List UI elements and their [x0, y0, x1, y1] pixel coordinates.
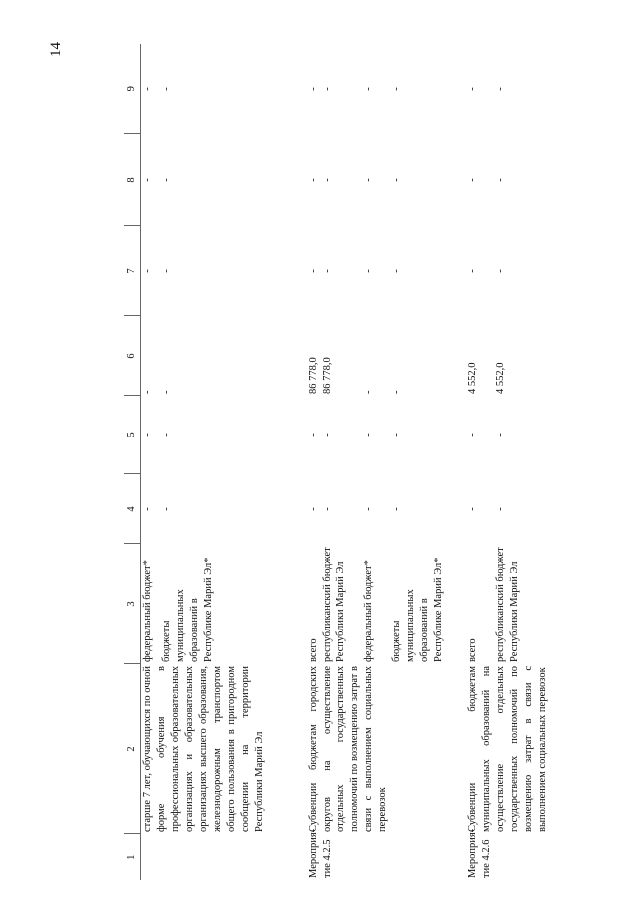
- funding-source: республиканский бюджет Республики Марий Эл: [495, 547, 521, 662]
- value-cell: -: [321, 87, 333, 91]
- column-header: 6: [124, 316, 141, 396]
- value-cell: -: [391, 269, 403, 273]
- column-header: 8: [124, 134, 141, 226]
- value-cell: -: [142, 433, 153, 437]
- empty-cell: [251, 834, 267, 880]
- value-cell: -: [363, 87, 375, 91]
- spacer-row: [446, 44, 466, 880]
- value-cell: -: [391, 507, 403, 511]
- value-cell: -: [142, 87, 153, 91]
- value-cell: -: [160, 87, 172, 91]
- column-header: 7: [124, 226, 141, 316]
- value-cell: -: [321, 178, 333, 182]
- value-cell: 4 552,0: [467, 362, 479, 394]
- value-cell: -: [363, 269, 375, 273]
- funding-source: всего: [467, 638, 479, 662]
- measure-id: Мероприя-тие 4.2.5: [307, 828, 333, 878]
- measure-description: Субвенции бюджетам городских округов на осуществление отдельных государственных полномочий по возмещению затрат в связи с выполнением социальных перевозок: [307, 666, 389, 832]
- value-cell: -: [495, 178, 507, 182]
- value-cell: -: [142, 178, 153, 182]
- value-cell: -: [307, 87, 319, 91]
- measure-description: старше 7 лет, обучающихся по очной форме обучения в профессиональных образовательных организациях и образовательных организациях высшего образования, железнодорожным транспортом общего пользования в пригородном сообщении на территории Республики Марий Эл: [142, 666, 265, 832]
- empty-cell: [235, 834, 251, 880]
- value-cell: -: [495, 433, 507, 437]
- page-number: 14: [48, 42, 64, 57]
- table-row: [466, 44, 494, 880]
- column-header: 4: [124, 474, 141, 544]
- value-cell: -: [495, 87, 507, 91]
- value-cell: -: [321, 507, 333, 511]
- value-cell: -: [363, 178, 375, 182]
- table-row: [307, 44, 321, 880]
- funding-source: бюджеты муниципальных образований в Республике Марий Эл*: [391, 557, 445, 662]
- value-cell: -: [142, 507, 153, 511]
- value-cell: -: [160, 507, 172, 511]
- value-cell: -: [321, 433, 333, 437]
- value-cell: 86 778,0: [307, 357, 319, 394]
- column-header: 9: [124, 44, 141, 134]
- value-cell: -: [363, 433, 375, 437]
- measure-description: Субвенции бюджетам муниципальных образований на осуществление отдельных государственных полномочий по возмещению затрат в связи с выполнением социальных перевозок: [467, 666, 548, 832]
- funding-source: республиканский бюджет Республики Марий Эл: [321, 547, 347, 662]
- empty-cell: [446, 44, 466, 880]
- value-cell: 4 552,0: [495, 362, 507, 394]
- value-cell: -: [391, 390, 403, 394]
- empty-cell: [235, 44, 251, 664]
- value-cell: -: [467, 87, 479, 91]
- empty-cell: [267, 44, 307, 880]
- value-cell: -: [321, 269, 333, 273]
- column-header: 1: [124, 834, 141, 880]
- funding-source: бюджеты муниципальных образований в Республике Марий Эл*: [160, 557, 214, 662]
- value-cell: -: [307, 433, 319, 437]
- measure-id: Мероприя-тие 4.2.6: [467, 828, 493, 878]
- measure-id: [141, 834, 160, 880]
- value-cell: -: [391, 87, 403, 91]
- value-cell: -: [495, 269, 507, 273]
- spacer-row: [267, 44, 307, 880]
- value-cell: -: [495, 507, 507, 511]
- funding-source: всего: [307, 638, 319, 662]
- column-header: 3: [124, 544, 141, 664]
- empty-cell: [251, 44, 267, 664]
- empty-cell: [160, 834, 235, 880]
- value-cell: -: [391, 433, 403, 437]
- value-cell: -: [160, 269, 172, 273]
- value-cell: -: [142, 269, 153, 273]
- value-cell: -: [160, 390, 172, 394]
- value-cell: 86 778,0: [321, 357, 333, 394]
- value-cell: -: [363, 390, 375, 394]
- funding-source: федеральный бюджет*: [363, 560, 375, 662]
- value-cell: -: [391, 178, 403, 182]
- value-cell: -: [467, 178, 479, 182]
- value-cell: -: [142, 390, 153, 394]
- value-cell: -: [160, 433, 172, 437]
- value-cell: -: [307, 269, 319, 273]
- value-cell: -: [467, 507, 479, 511]
- value-cell: -: [467, 269, 479, 273]
- column-header: 2: [124, 664, 141, 834]
- funding-source: федеральный бюджет*: [142, 560, 153, 662]
- table-row: [141, 44, 160, 880]
- rotated-page: [124, 44, 548, 880]
- value-cell: -: [160, 178, 172, 182]
- header-row: [124, 44, 141, 880]
- value-cell: -: [363, 507, 375, 511]
- budget-table: [124, 44, 550, 880]
- value-cell: -: [467, 433, 479, 437]
- column-header: 5: [124, 396, 141, 474]
- value-cell: -: [307, 178, 319, 182]
- value-cell: -: [307, 507, 319, 511]
